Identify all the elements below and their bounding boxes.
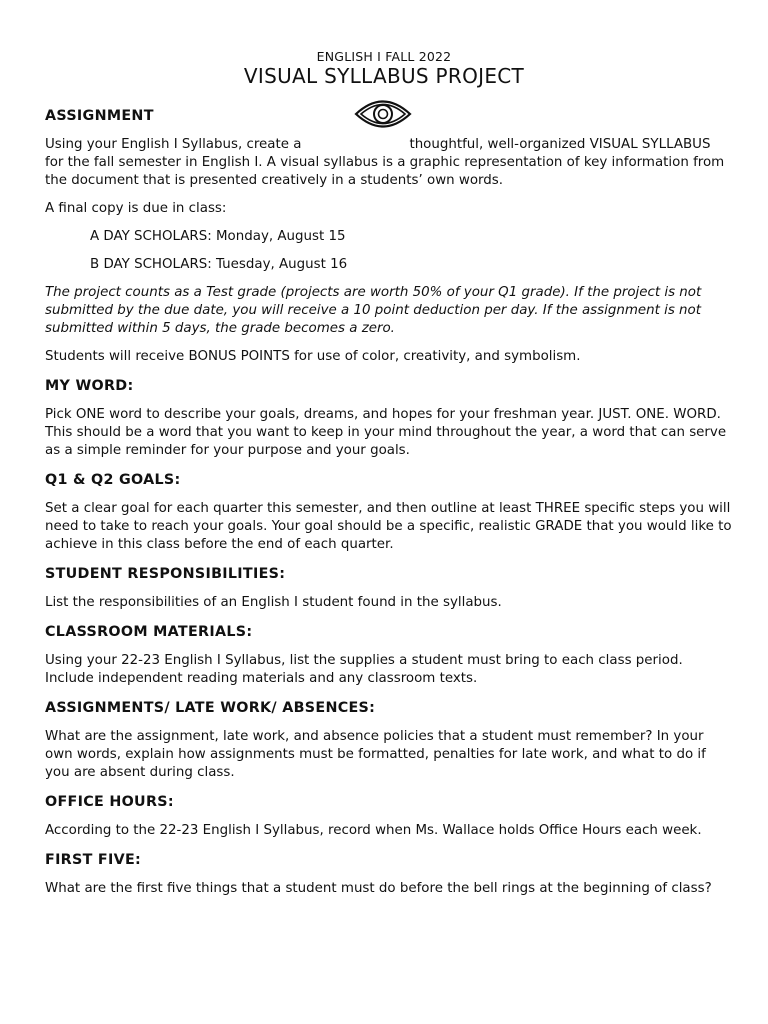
- my-word-section: [45, 376, 733, 460]
- assignment-section: [45, 106, 733, 366]
- responsibilities-section: [45, 564, 733, 612]
- section-heading: ASSIGNMENT: [45, 108, 154, 124]
- intro-text-b: thoughtful, well-organized VISUAL SYLLABUS for the fall semester in English I. A visual syllabus is a graphic representation of key information from the document that is presented creatively in a students’ own words.: [45, 137, 725, 188]
- grade-note: The project counts as a Test grade (projects are worth 50% of your Q1 grade). If the project is not submitted by the due date, you will receive a 10 point deduction per day. If the assignment is not submitted within 5 days, the grade becomes a zero.: [45, 285, 702, 336]
- section-text: What are the assignment, late work, and absence policies that a student must remember? In your own words, explain how assignments must be formatted, penalties for late work, and what to do if you are absent during class.: [45, 729, 706, 780]
- section-heading: STUDENT RESPONSIBILITIES:: [45, 566, 286, 582]
- due-date-b-day: B DAY SCHOLARS: Tuesday, August 16: [90, 257, 348, 272]
- first-five-section: [45, 850, 733, 898]
- goals-section: [45, 470, 733, 554]
- policies-section: [45, 698, 733, 782]
- course-label: ENGLISH I FALL 2022: [316, 49, 452, 64]
- section-text: What are the first five things that a student must do before the bell rings at the beginning of class?: [45, 881, 712, 896]
- section-heading: OFFICE HOURS:: [45, 794, 174, 810]
- section-text: Pick ONE word to describe your goals, dreams, and hopes for your freshman year. JUST. ONE. WORD. This should be a word that you want to keep in your mind throughout the year, a word that can serve as a simple reminder for your purpose and your goals.: [45, 407, 727, 458]
- office-hours-section: [45, 792, 733, 840]
- section-heading: ASSIGNMENTS/ LATE WORK/ ABSENCES:: [45, 700, 376, 716]
- assignment-intro: [45, 136, 733, 190]
- page-title: VISUAL SYLLABUS PROJECT: [243, 64, 525, 88]
- section-heading: MY WORD:: [45, 378, 134, 394]
- document-body: [45, 106, 733, 908]
- section-text: Set a clear goal for each quarter this semester, and then outline at least THREE specific steps you will need to take to reach your goals. Your goal should be a specific, realistic GRADE that you would like to achieve in this class before the end of each quarter.: [45, 501, 732, 552]
- due-intro: A final copy is due in class:: [45, 201, 227, 216]
- section-text: According to the 22-23 English I Syllabus, record when Ms. Wallace holds Office Hours each week.: [45, 823, 702, 838]
- intro-text-a: Using your English I Syllabus, create a: [45, 137, 302, 152]
- due-date-a-day: A DAY SCHOLARS: Monday, August 15: [90, 229, 346, 244]
- section-heading: Q1 & Q2 GOALS:: [45, 472, 181, 488]
- section-text: Using your 22-23 English I Syllabus, list the supplies a student must bring to each class period. Include independent reading materials and any classroom texts.: [45, 653, 683, 686]
- bonus-note: Students will receive BONUS POINTS for use of color, creativity, and symbolism.: [45, 349, 581, 364]
- section-heading: CLASSROOM MATERIALS:: [45, 624, 253, 640]
- materials-section: [45, 622, 733, 688]
- section-text: List the responsibilities of an English I student found in the syllabus.: [45, 595, 502, 610]
- section-heading: FIRST FIVE:: [45, 852, 142, 868]
